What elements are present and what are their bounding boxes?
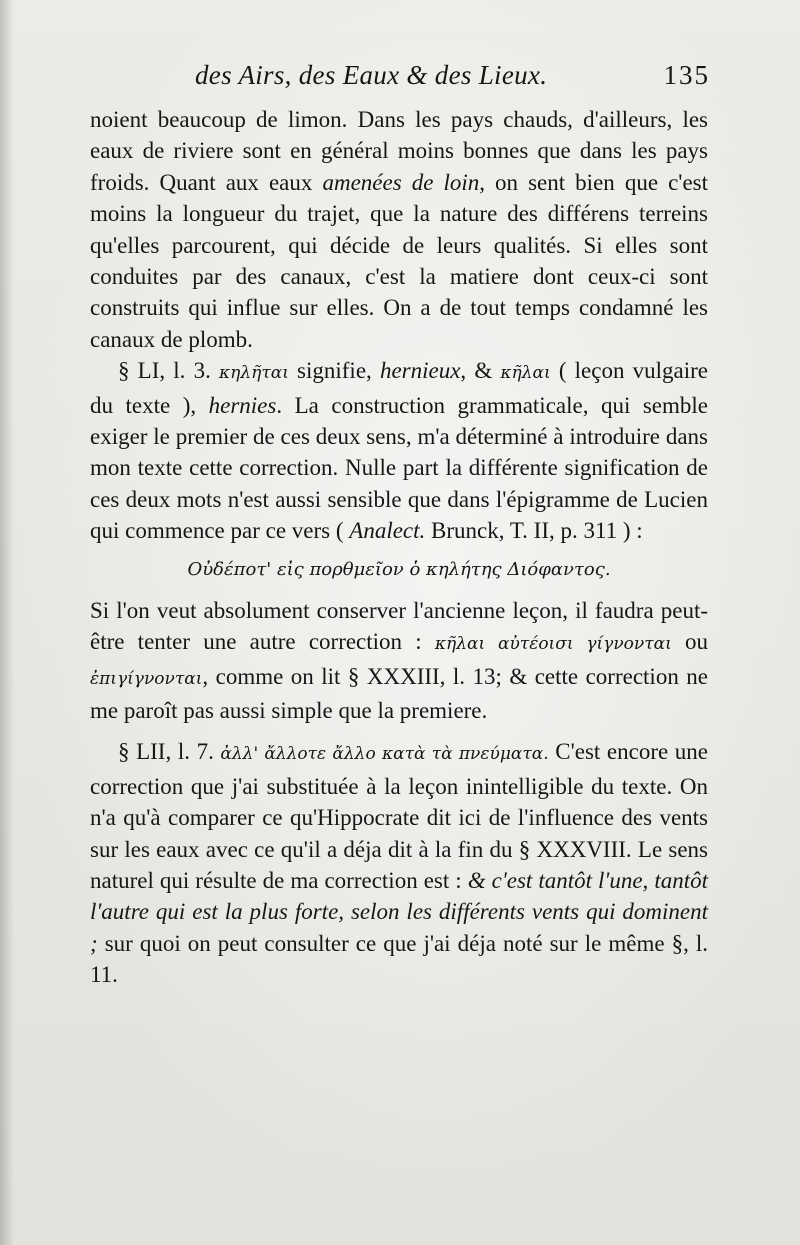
italic-citation: Analect. <box>349 518 426 544</box>
greek-verse: Οὐδέποτ' εἰς πορθμεῖον ὁ κηλήτης Διόφαντος. <box>187 558 611 580</box>
text-run: , comme on lit § XXXIII, l. 13; & cette correction ne me paroît pas aussi simple que la premiere. <box>90 663 708 723</box>
paragraph-alternative-reading <box>90 595 708 727</box>
italic-translation: & c'est tantôt l'une, tantôt l'autre qui est la plus forte, selon les différents vents qui dominent ; <box>90 867 708 956</box>
text-run: signifie, <box>288 358 380 384</box>
greek-term: κῆλαι <box>500 363 551 384</box>
paragraph-section-lii <box>90 736 708 990</box>
text-run: , & <box>460 358 501 384</box>
text-run: ou <box>671 629 709 655</box>
text-run: Si l'on veut absolument conserver l'ancienne leçon, il faudra peut-être tenter une autre correction : <box>90 597 708 655</box>
text-run: noient beaucoup de limon. Dans les pays chauds, d'ailleurs, les eaux de riviere sont en général moins bonnes que dans les pays froids. Quant aux eaux <box>90 107 708 195</box>
section-ref: § LII, l. 7. <box>118 739 221 765</box>
paragraph-gap <box>90 726 708 736</box>
paragraph-section-li <box>90 355 708 546</box>
text-run: sur quoi on peut consulter ce que j'ai déja noté sur le même §, l. 11. <box>90 930 708 988</box>
text-run: . La construction grammaticale, qui semble exiger le premier de ces deux sens, m'a déterminé à introduire dans mon texte cette correction. Nulle part la différente signification de ces deux mots n'est aussi sensible que dans l'épigramme de Lucien qui commence par ce vers ( <box>90 392 708 544</box>
text-run: , on sent bien que c'est moins la longueur du trajet, que la nature des différens terreins qu'elles parcourent, qui décide de leurs qualités. Si elles sont conduites par des canaux, c'est la matiere dont ceux-ci sont construits qui influe sur elles. On a de tout temps condamné les canaux de plomb. <box>90 169 708 352</box>
section-ref: § LI, l. 3. <box>118 358 220 384</box>
greek-term: κῆλαι αὐτέοισι γίγνονται <box>434 634 672 655</box>
greek-term: ἐπιγίγνονται <box>90 668 203 689</box>
text-run: ( leçon vulgaire du texte ), <box>90 358 708 418</box>
greek-term: κηλῆται <box>219 363 289 384</box>
page-number: 135 <box>663 60 710 90</box>
running-title: des Airs, des Eaux & des Lieux. <box>195 60 548 90</box>
page-gutter-shadow <box>0 0 14 1245</box>
greek-phrase: ἀλλ' ἄλλοτε ἄλλο κατὰ τὰ πνεύματα. <box>220 744 549 765</box>
text-run: C'est encore une correction que j'ai substituée à la leçon inintelligible du texte. On n'a qu'à comparer ce qu'Hippocrate dit ici de l'influence des vents sur les eaux avec ce qu'il a déja dit à la fin du § XXXVIII. Le sens naturel qui résulte de ma correction est : <box>90 739 708 893</box>
body-text <box>90 104 708 991</box>
italic-term: hernies <box>208 392 277 418</box>
italic-term: hernieux <box>379 358 461 384</box>
paragraph-limon <box>90 104 708 355</box>
page-header <box>90 60 710 100</box>
text-run: Brunck, T. II, p. 311 ) : <box>425 518 643 544</box>
italic-term: amenées de loin <box>322 169 480 195</box>
